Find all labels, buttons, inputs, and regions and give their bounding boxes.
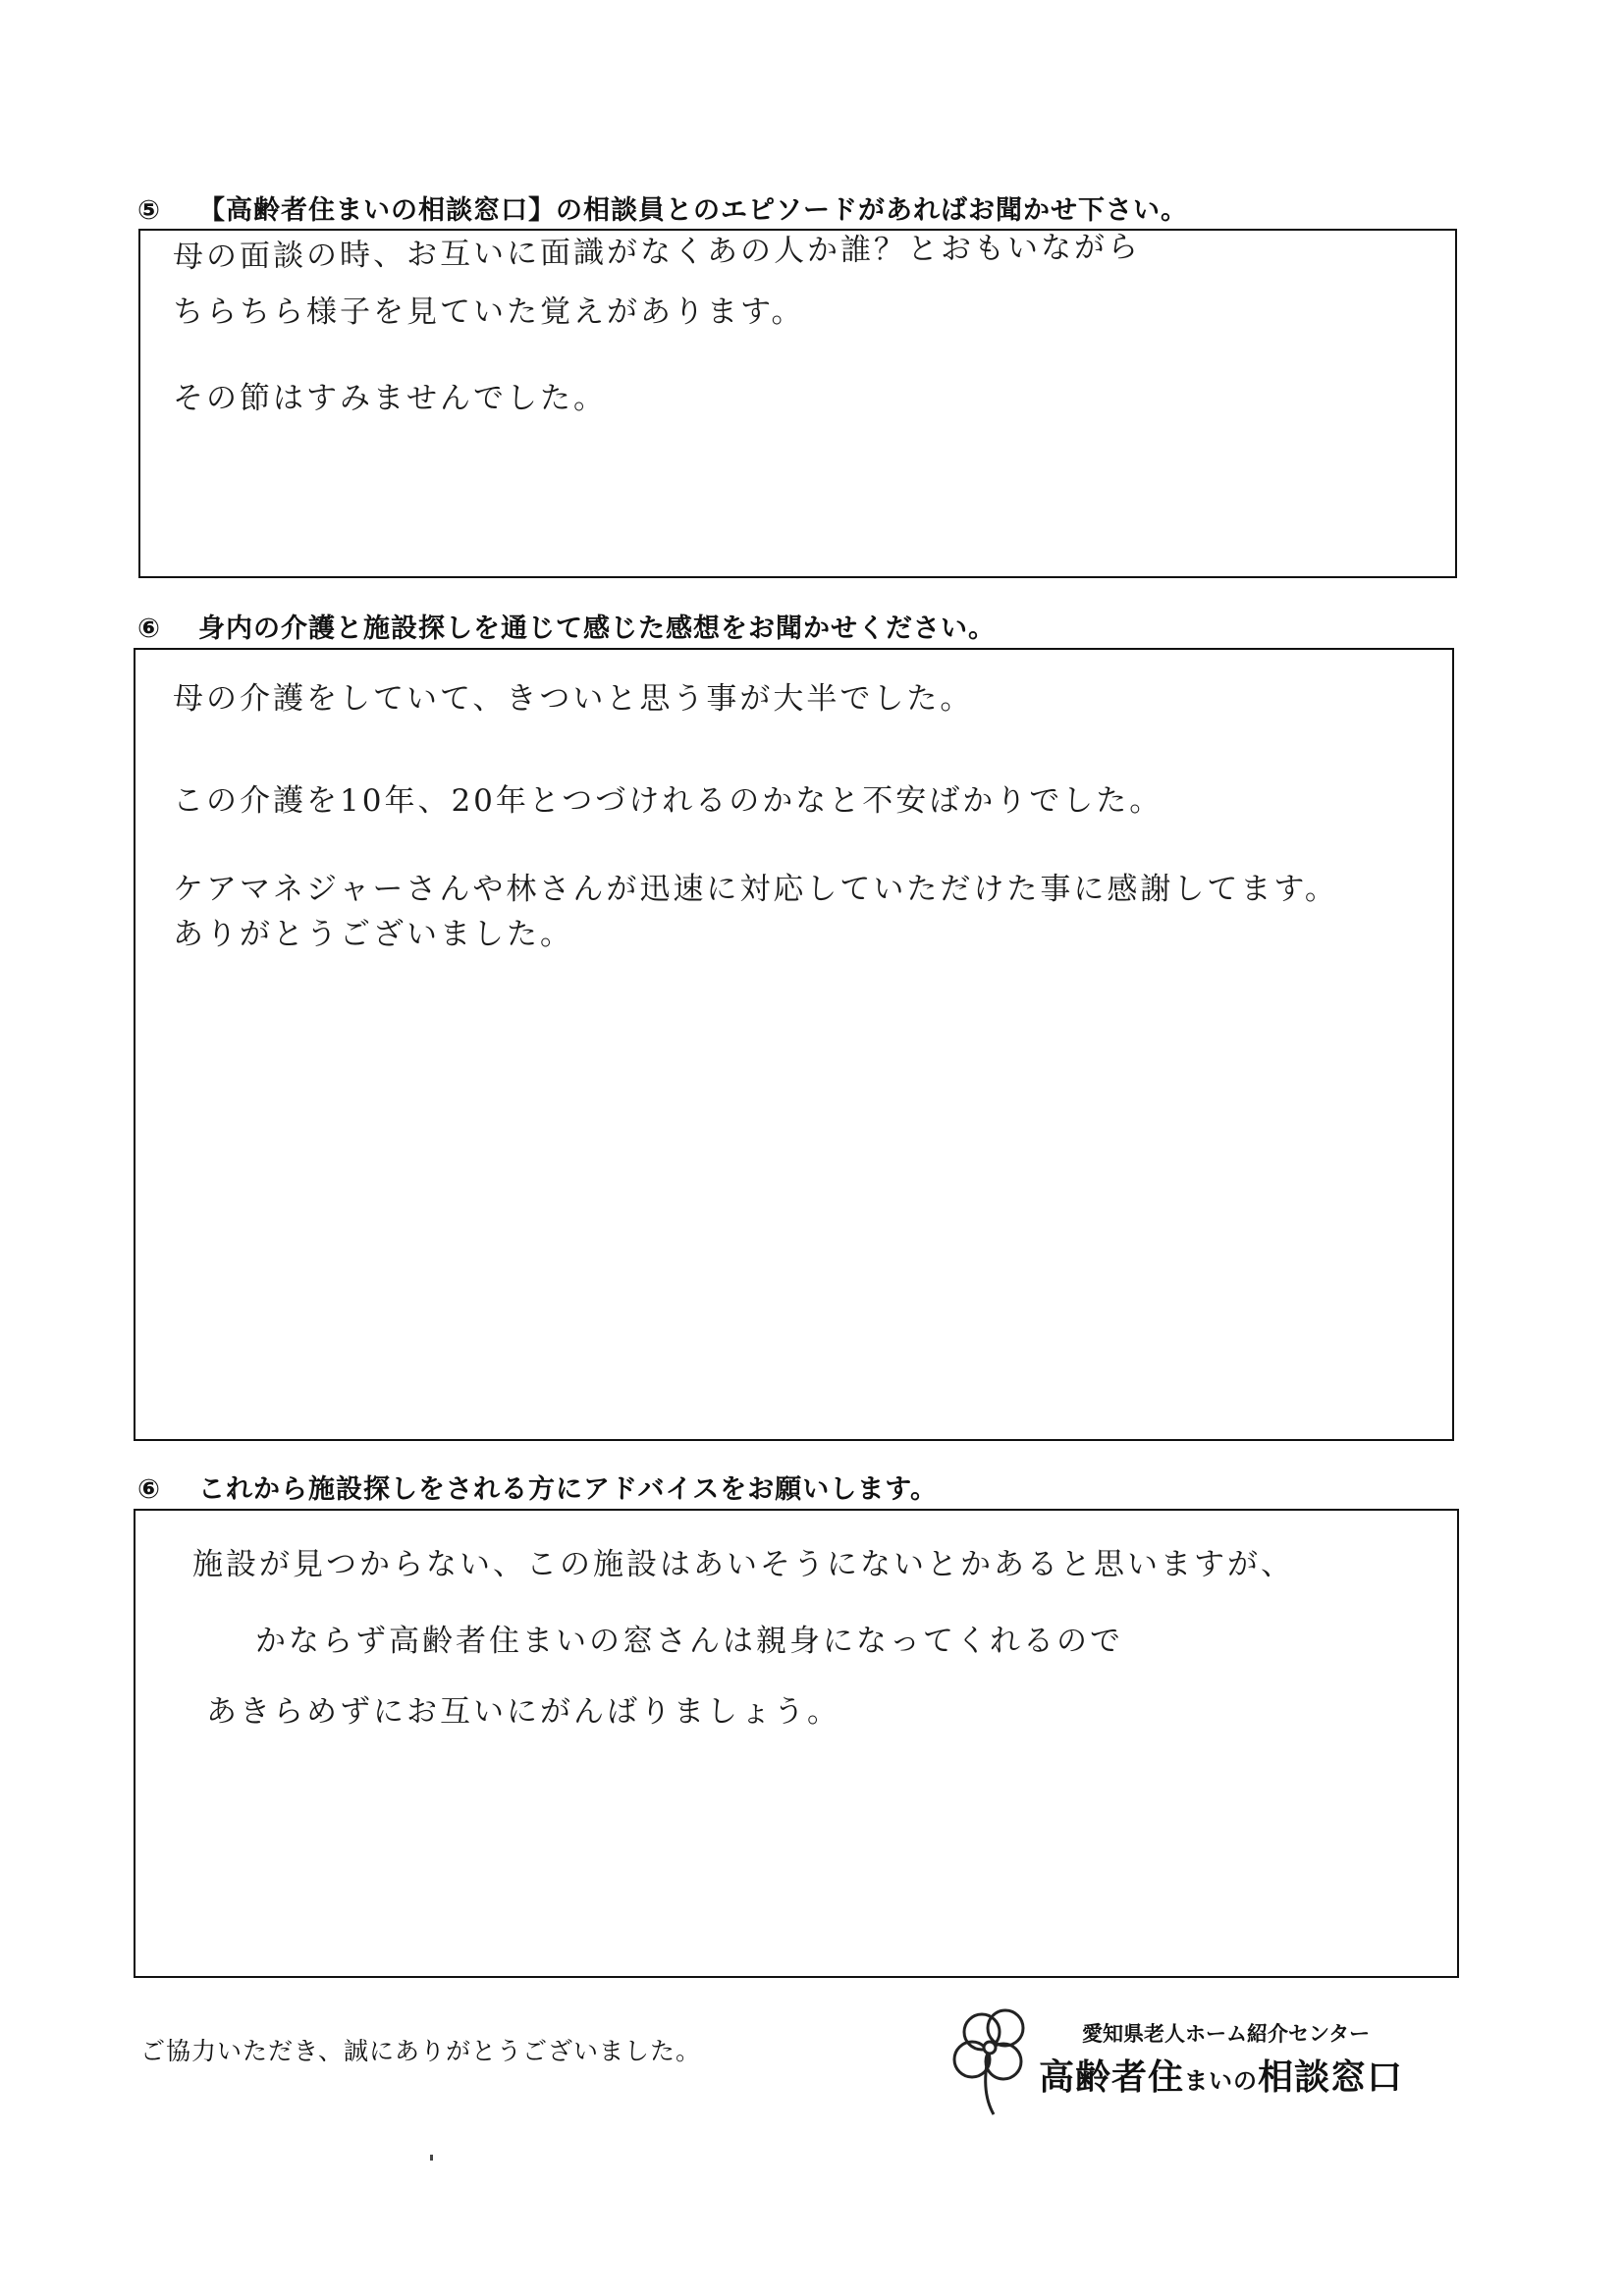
question-6-text: 身内の介護と施設探しを通じて感じた感想をお聞かせください。 xyxy=(198,614,996,644)
question-5-title xyxy=(137,188,1188,227)
answer-7-line-2: かならず高齢者住まいの窓さんは親身になってくれるので xyxy=(255,1624,1123,1659)
answer-6-line-1: 母の介護をしていて、きついと思う事が大半でした。 xyxy=(173,681,974,717)
answer-7-line-1: 施設が見つからない、この施設はあいそうにないとかあると思いますが、 xyxy=(192,1547,1294,1582)
logo-title-a: 高齢者住 xyxy=(1039,2057,1185,2098)
logo-title-c: 相談窓口 xyxy=(1258,2057,1404,2098)
question-7-number: ⑥ xyxy=(137,1474,161,1505)
answer-6-box xyxy=(134,648,1454,1441)
answer-6-line-2: この介護を10年、20年とつづけれるのかなと不安ばかりでした。 xyxy=(173,783,1163,819)
thanks-message: ご協力いただき、誠にありがとうございました。 xyxy=(140,2037,702,2065)
answer-5-line-3: その節はすみませんでした。 xyxy=(173,381,607,416)
logo-title xyxy=(1039,2050,1403,2100)
answer-5-line-2: ちらちら様子を見ていた覚えがあります。 xyxy=(173,294,805,330)
question-6-number: ⑥ xyxy=(137,614,161,644)
answer-7-line-3: あきらめずにお互いにがんばりましょう。 xyxy=(206,1694,840,1730)
question-5-number: ⑤ xyxy=(137,195,161,226)
question-7-title xyxy=(137,1468,938,1506)
answer-5-line-1: 母の面談の時、お互いに面識がなくあの人か誰？とおもいながら xyxy=(172,229,1142,275)
logo-title-b: まいの xyxy=(1184,2067,1259,2095)
answer-6-line-3: ケアマネジャーさんや林さんが迅速に対応していただけた事に感謝してます。 xyxy=(173,872,1338,907)
answer-6-line-4: ありがとうございました。 xyxy=(173,917,573,952)
question-6-title xyxy=(137,607,996,645)
scan-speck xyxy=(430,2155,433,2161)
question-7-text: これから施設探しをされる方にアドバイスをお願いします。 xyxy=(198,1474,939,1505)
logo-subtitle: 愛知県老人ホーム紹介センター xyxy=(1082,2022,1371,2046)
question-5-text: 【高齢者住まいの相談窓口】の相談員とのエピソードがあればお聞かせ下さい。 xyxy=(198,195,1188,226)
